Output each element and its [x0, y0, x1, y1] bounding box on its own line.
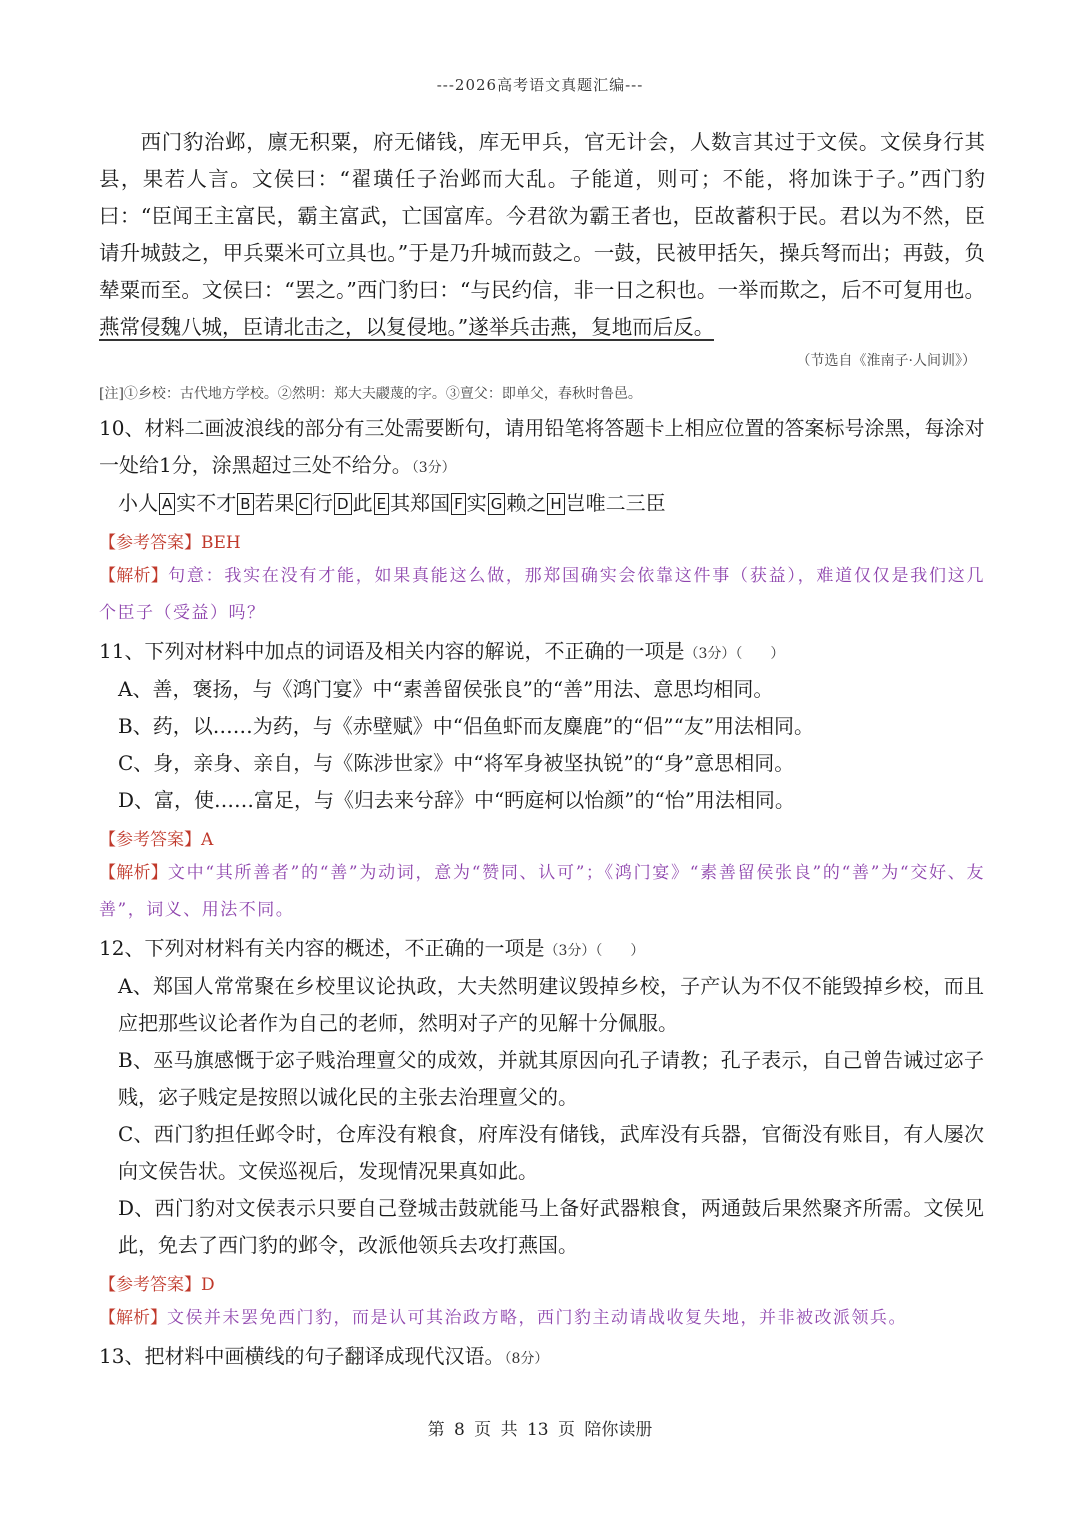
explain-text: 文中“其所善者”的“善”为动词，意为“赞同、认可”；《鸿门宴》“素善留侯张良”的“善”为“交好、友善”，词义、用法不同。 [99, 863, 986, 920]
question-11-option-b: B、药，以……为药，与《赤壁赋》中“侣鱼虾而友麋鹿”的“侣”“友”用法相同。 [118, 714, 815, 738]
explain-text: 文侯并未罢免西门豹，而是认可其治政方略，西门豹主动请战收复失地，并非被改派领兵。 [167, 1308, 907, 1328]
choice-segment: 行 [313, 491, 334, 515]
explain-text: 句意：我实在没有才能，如果真能这么做，那郑国确实会依靠这件事（获益），难道仅仅是我们这几个臣子（受益）吗？ [99, 566, 986, 623]
answer-value: D [201, 1275, 215, 1295]
question-11-text: 11、下列对材料中加点的词语及相关内容的解说，不正确的一项是 [99, 639, 685, 663]
answer-tag: 【参考答案】 [99, 830, 201, 850]
explain-tag: 【解析】 [99, 566, 169, 586]
choice-box-h[interactable]: H [547, 493, 564, 515]
choice-box-f[interactable]: F [451, 493, 466, 515]
question-10-choices [118, 486, 666, 520]
choice-box-d[interactable]: D [334, 493, 352, 515]
question-12-points: （3分）（ ） [544, 943, 645, 959]
answer-tag: 【参考答案】 [99, 533, 201, 553]
answer-value: A [201, 830, 214, 850]
passage-underlined-sentence: 燕常侵魏八城，臣请北击之，以复侵地。”遂举兵击燕，复地而后反。 [99, 315, 715, 339]
annotation-note: [注]①乡校：古代地方学校。②然明：郑大夫鬷蔑的字。③亶父：即单父，春秋时鲁邑。 [99, 386, 642, 402]
choice-segment: 实 [466, 491, 487, 515]
question-13-points: （8分） [504, 1351, 549, 1367]
question-12 [99, 930, 985, 970]
answer-tag: 【参考答案】 [99, 1275, 201, 1295]
question-11-option-a: A、善，褒扬，与《鸿门宴》中“素善留侯张良”的“善”用法、意思均相同。 [118, 677, 774, 701]
choice-box-c[interactable]: C [296, 493, 312, 515]
choice-segment: 若果 [254, 491, 295, 515]
question-12-answer [99, 1270, 215, 1295]
choice-segment: 小人 [118, 491, 158, 515]
answer-value: BEH [201, 533, 241, 553]
question-12-option-b: B、巫马旗感慨于宓子贱治理亶父的成效，并就其原因向孔子请教；孔子表示，自己曾告诫过宓子贱，宓子贱定是按照以诚化民的主张去治理亶父的。 [118, 1048, 984, 1109]
question-12-text: 12、下列对材料有关内容的概述，不正确的一项是 [99, 936, 545, 960]
choice-box-a[interactable]: A [159, 493, 175, 515]
choice-segment: 实不才 [176, 491, 237, 515]
page-header: ---2026高考语文真题汇编--- [436, 76, 644, 94]
choice-box-b[interactable]: B [237, 493, 253, 515]
question-10-explanation [99, 558, 985, 632]
question-11 [99, 633, 985, 673]
choice-segment: 赖之 [506, 491, 547, 515]
question-12-option-c: C、西门豹担任邺令时，仓库没有粮食，府库没有储钱，武库没有兵器，官衙没有账目，有人屡次向文侯告状。文侯巡视后，发现情况果真如此。 [118, 1122, 984, 1183]
passage-text [99, 124, 985, 346]
question-12-option-a: A、郑国人常常聚在乡校里议论执政，大夫然明建议毁掉乡校，子产认为不仅不能毁掉乡校，而且应把那些议论者作为自己的老师，然明对子产的见解十分佩服。 [118, 974, 984, 1035]
question-11-option-d: D、富，使……富足，与《归去来兮辞》中“眄庭柯以怡颜”的“怡”用法相同。 [118, 788, 795, 812]
question-12-explanation [99, 1300, 985, 1337]
choice-box-g[interactable]: G [488, 493, 506, 515]
question-13-text: 13、把材料中画横线的句子翻译成现代汉语。 [99, 1344, 505, 1368]
question-13 [99, 1338, 985, 1378]
question-11-option-c: C、身，亲身、亲自，与《陈涉世家》中“将军身被坚执锐”的“身”意思相同。 [118, 751, 795, 775]
passage-main: 西门豹治邺，廪无积粟，府无储钱，库无甲兵，官无计会，人数言其过于文侯。文侯身行其县，果若人言。文侯曰：“翟璜任子治邺而大乱。子能道，则可；不能，将加诛于子。”西门豹曰：“臣闻王主富民，霸主富武，亡国富库。今君欲为霸王者也，臣故蓄积于民。君以为不然，臣请升城鼓之，甲兵粟米可立具也。”于是乃升城而鼓之。一鼓，民被甲括矢，操兵弩而出；再鼓，负辇粟而至。文侯曰：“罢之。”西门豹曰：“与民约信，非一日之积也。一举而欺之，后不可复用也。 [99, 130, 985, 302]
explain-tag: 【解析】 [99, 1308, 167, 1328]
question-10-answer [99, 528, 241, 553]
question-11-answer [99, 825, 213, 850]
question-10 [99, 410, 985, 487]
question-11-points: （3分）（ ） [684, 646, 785, 662]
explain-tag: 【解析】 [99, 863, 168, 883]
question-10-points: （3分） [411, 460, 456, 476]
choice-box-e[interactable]: E [374, 493, 389, 515]
question-12-option-d: D、西门豹对文侯表示只要自己登城击鼓就能马上备好武器粮食，两通鼓后果然聚齐所需。文侯见此，免去了西门豹的邺令，改派他领兵去攻打燕国。 [118, 1196, 984, 1257]
choice-segment: 其郑国 [390, 491, 451, 515]
page-footer: 第 8 页 共 13 页 陪你读册 [427, 1420, 653, 1440]
passage-source: （节选自《淮南子·人间训》） [796, 353, 976, 369]
choice-segment: 岂唯二三臣 [565, 491, 666, 515]
question-10-text: 10、材料二画波浪线的部分有三处需要断句，请用铅笔将答题卡上相应位置的答案标号涂黑，每涂对一处给1分，涂黑超过三处不给分。 [99, 416, 985, 477]
choice-segment: 此 [352, 491, 373, 515]
question-11-explanation [99, 855, 985, 929]
